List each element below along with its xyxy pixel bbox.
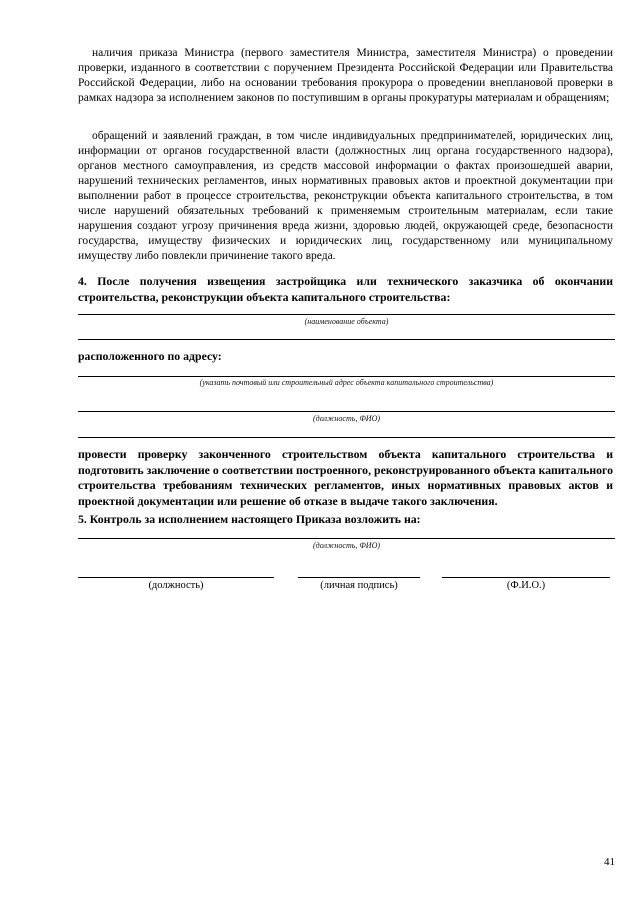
control-person-field-line[interactable] bbox=[78, 538, 615, 539]
full-name-caption: (Ф.И.О.) bbox=[506, 580, 546, 591]
paragraph-citizen-appeals: обращений и заявлений граждан, в том числе индивидуальных предпринимателей, юридических лиц, информации от органов государственной власти (должностных лиц органа государственного надзора), органов местного самоуправления, из средств массовой информации о фактах произошедшей аварии, нарушений технических регламентов, иных нормативных правовых актов и проектной документации при выполнении работ в процессе строительства, реконструкции объекта капитального строительства, в том числе нарушений обязательных требований к применяемым строительным материалам, если такие нарушения создают угрозу причинения вреда жизни, здоровью людей, окружающей среде, безопасности государства, имуществу физических и юридических лиц, государственному или муниципальному имуществу либо повлекли причинение такого вреда. bbox=[78, 130, 613, 262]
position-signature-line[interactable] bbox=[78, 577, 274, 578]
personal-signature-caption: (личная подпись) bbox=[320, 580, 398, 591]
object-name-caption: (наименование объекта) bbox=[304, 317, 389, 326]
page-number: 41 bbox=[604, 856, 615, 868]
address-label: расположенного по адресу: bbox=[78, 349, 222, 363]
full-name-signature-line[interactable] bbox=[442, 577, 610, 578]
responsible-person-caption: (должность, ФИО) bbox=[312, 414, 381, 423]
object-name-field-line-2[interactable] bbox=[78, 339, 615, 340]
responsible-person-field-line-2[interactable] bbox=[78, 437, 615, 438]
paragraph-order-basis: наличия приказа Министра (первого заместителя Министра, заместителя Министра) о проведении проверки, изданного в соответствии с поручением Президента Российской Федерации или Правительства Российской Федерации, либо на основании требования прокурора о проведении внеплановой проверки в рамках надзора за исполнением законов по поступившим в органы прокуратуры материалам и обращениям; bbox=[78, 47, 613, 104]
section-5-heading: 5. Контроль за исполнением настоящего Приказа возложить на: bbox=[78, 512, 421, 526]
inspection-instruction: провести проверку законченного строительством объекта капитального строительства и подготовить заключение о соответствии построенного, реконструированного объекта капитального строительства требованиям технических регламентов, иных нормативных правовых актов и проектной документации или решение об отказе в выдаче такого заключения. bbox=[78, 447, 613, 508]
control-person-caption: (должность, ФИО) bbox=[312, 541, 381, 550]
object-name-field-line[interactable] bbox=[78, 314, 615, 315]
responsible-person-field-line[interactable] bbox=[78, 411, 615, 412]
address-caption: (указать почтовый или строительный адрес объекта капитального строительства) bbox=[199, 378, 494, 387]
address-field-line[interactable] bbox=[78, 376, 615, 377]
section-4-heading: 4. После получения извещения застройщика или технического заказчика об окончании строительства, реконструкции объекта капитального строительства: bbox=[78, 274, 613, 304]
position-caption: (должность) bbox=[148, 580, 204, 591]
personal-signature-line[interactable] bbox=[298, 577, 420, 578]
